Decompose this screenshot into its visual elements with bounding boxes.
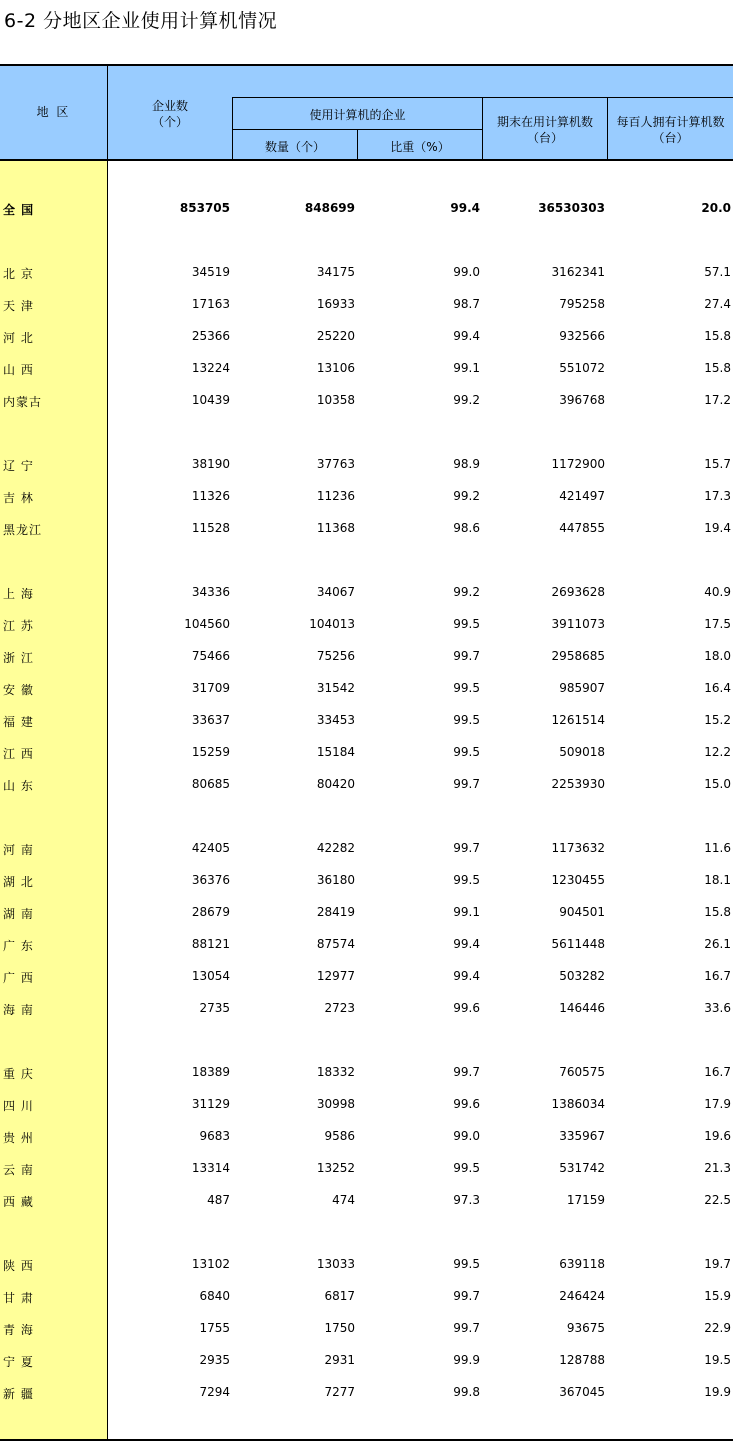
header-per-hundred: 每百人拥有计算机数 [616,115,725,129]
table-row [0,1249,733,1281]
header-using-group: 使用计算机的企业 [309,108,406,122]
table-row [0,1185,733,1217]
region-name: 湖 北 [3,875,34,889]
per-hundred-value: 16.7 [704,969,731,983]
per-hundred-value: 17.5 [704,617,731,631]
header-per-hundred-unit: （台） [652,131,689,145]
ratio-value: 99.0 [453,1129,480,1143]
per-hundred-value: 17.9 [704,1097,731,1111]
enterprises-value: 42405 [191,841,230,855]
count-value: 18332 [316,1065,355,1079]
computers-value: 985907 [559,681,605,695]
enterprises-value: 17163 [191,297,230,311]
region-name: 新 疆 [3,1387,34,1401]
region-name: 福 建 [3,715,34,729]
enterprises-value: 13054 [191,969,230,983]
per-hundred-value: 22.9 [704,1321,731,1335]
ratio-value: 99.5 [453,745,480,759]
enterprises-value: 36376 [191,873,230,887]
table-row [0,1057,733,1089]
region-name: 青 海 [3,1323,34,1337]
count-value: 34067 [316,585,355,599]
computers-value: 396768 [559,393,605,407]
count-value: 13106 [316,361,355,375]
per-hundred-value: 33.6 [704,1001,731,1015]
count-value: 31542 [316,681,355,695]
count-value: 7277 [324,1385,355,1399]
table-row [0,961,733,993]
enterprises-value: 7294 [199,1385,230,1399]
ratio-value: 99.4 [453,969,480,983]
count-value: 16933 [316,297,355,311]
per-hundred-value: 26.1 [704,937,731,951]
computers-value: 246424 [559,1289,605,1303]
table-row [0,257,733,289]
computers-value: 932566 [559,329,605,343]
region-name: 全 国 [3,203,35,217]
count-value: 75256 [316,649,355,663]
count-value: 87574 [316,937,355,951]
count-value: 15184 [316,745,355,759]
per-hundred-value: 19.7 [704,1257,731,1271]
computers-value: 531742 [559,1161,605,1175]
computers-value: 1172900 [551,457,605,471]
enterprises-value: 10439 [191,393,230,407]
enterprises-value: 25366 [191,329,230,343]
computers-value: 421497 [559,489,605,503]
per-hundred-value: 15.2 [704,713,731,727]
header-sep-enterprises [232,97,233,161]
computers-value: 760575 [559,1065,605,1079]
per-hundred-value: 15.8 [704,361,731,375]
per-hundred-value: 15.8 [704,329,731,343]
header-region: 地 区 [36,105,71,119]
region-name: 陕 西 [3,1259,34,1273]
ratio-value: 99.1 [453,905,480,919]
ratio-value: 99.7 [453,841,480,855]
count-value: 2723 [324,1001,355,1015]
ratio-value: 99.1 [453,361,480,375]
count-value: 30998 [316,1097,355,1111]
ratio-value: 99.4 [453,937,480,951]
table-row [0,609,733,641]
enterprises-value: 80685 [191,777,230,791]
enterprises-value: 34336 [191,585,230,599]
ratio-value: 97.3 [453,1193,480,1207]
ratio-value: 99.9 [453,1353,480,1367]
region-name: 黑龙江 [3,523,43,537]
per-hundred-value: 15.8 [704,905,731,919]
region-name: 云 南 [3,1163,34,1177]
region-name: 宁 夏 [3,1355,34,1369]
table-row [0,321,733,353]
ratio-value: 99.5 [453,1257,480,1271]
computers-value: 128788 [559,1353,605,1367]
total-row [0,193,733,225]
per-hundred-value: 15.0 [704,777,731,791]
ratio-value: 99.6 [453,1001,480,1015]
per-hundred-value: 57.1 [704,265,731,279]
table-row [0,705,733,737]
ratio-value: 98.6 [453,521,480,535]
per-hundred-value: 19.4 [704,521,731,535]
enterprises-value: 487 [207,1193,230,1207]
ratio-value: 99.4 [453,329,480,343]
table-row [0,865,733,897]
table-row [0,993,733,1025]
count-value: 36180 [316,873,355,887]
table-row [0,1377,733,1409]
enterprises-value: 31129 [191,1097,230,1111]
computers-value: 2253930 [551,777,605,791]
computers-value: 5611448 [551,937,605,951]
enterprises-value: 6840 [199,1289,230,1303]
enterprises-value: 1755 [199,1321,230,1335]
region-name: 广 东 [3,939,34,953]
region-name: 湖 南 [3,907,34,921]
region-name: 内蒙古 [3,395,43,409]
enterprises-value: 9683 [199,1129,230,1143]
header-count: 数量（个） [264,140,325,154]
region-name: 上 海 [3,587,34,601]
region-name: 河 北 [3,331,34,345]
count-value: 33453 [316,713,355,727]
count-value: 80420 [316,777,355,791]
enterprises-value: 75466 [191,649,230,663]
enterprises-value: 31709 [191,681,230,695]
header-sep-ratio [482,97,483,161]
enterprises-value: 104560 [184,617,230,631]
region-name: 四 川 [3,1099,34,1113]
per-hundred-value: 15.9 [704,1289,731,1303]
count-value: 848699 [304,201,355,215]
per-hundred-value: 22.5 [704,1193,731,1207]
computers-value: 509018 [559,745,605,759]
page-title: 6-2 分地区企业使用计算机情况 [4,10,278,32]
per-hundred-value: 20.0 [701,201,731,215]
count-value: 34175 [316,265,355,279]
computers-value: 447855 [559,521,605,535]
ratio-value: 98.7 [453,297,480,311]
ratio-value: 99.5 [453,617,480,631]
ratio-value: 99.7 [453,649,480,663]
enterprises-value: 18389 [191,1065,230,1079]
count-value: 2931 [324,1353,355,1367]
ratio-value: 99.0 [453,265,480,279]
computers-value: 335967 [559,1129,605,1143]
count-value: 9586 [324,1129,355,1143]
count-value: 28419 [316,905,355,919]
computers-value: 795258 [559,297,605,311]
computers-value: 1386034 [551,1097,605,1111]
table-row [0,641,733,673]
per-hundred-value: 21.3 [704,1161,731,1175]
header-enterprises-unit: （个） [151,115,188,129]
per-hundred-value: 19.9 [704,1385,731,1399]
count-value: 11236 [316,489,355,503]
enterprises-value: 34519 [191,265,230,279]
per-hundred-value: 15.7 [704,457,731,471]
ratio-value: 99.5 [453,1161,480,1175]
computers-value: 2958685 [551,649,605,663]
table-row [0,897,733,929]
table-row [0,577,733,609]
computers-value: 146446 [559,1001,605,1015]
per-hundred-value: 17.2 [704,393,731,407]
enterprises-value: 11326 [191,489,230,503]
table-row [0,481,733,513]
header-enterprises: 企业数 [151,99,188,113]
per-hundred-value: 11.6 [704,841,731,855]
count-value: 42282 [316,841,355,855]
count-value: 1750 [324,1321,355,1335]
computers-value: 1173632 [551,841,605,855]
count-value: 11368 [316,521,355,535]
region-name: 山 东 [3,779,34,793]
ratio-value: 99.5 [453,681,480,695]
ratio-value: 99.2 [453,585,480,599]
per-hundred-value: 40.9 [704,585,731,599]
table-row [0,1345,733,1377]
table-row [0,1281,733,1313]
region-name: 江 西 [3,747,34,761]
computers-value: 3162341 [551,265,605,279]
computers-value: 639118 [559,1257,605,1271]
data-table [0,64,733,1441]
ratio-value: 99.2 [453,393,480,407]
enterprises-value: 28679 [191,905,230,919]
count-value: 474 [332,1193,355,1207]
region-name: 广 西 [3,971,34,985]
region-name: 河 南 [3,843,34,857]
header-sep-computers [607,97,608,161]
ratio-value: 99.5 [453,873,480,887]
ratio-value: 99.8 [453,1385,480,1399]
enterprises-value: 2935 [199,1353,230,1367]
region-name: 安 徽 [3,683,34,697]
table-row [0,929,733,961]
table-row [0,1153,733,1185]
computers-value: 2693628 [551,585,605,599]
table-row [0,449,733,481]
computers-value: 367045 [559,1385,605,1399]
computers-value: 1261514 [551,713,605,727]
enterprises-value: 38190 [191,457,230,471]
region-name: 吉 林 [3,491,34,505]
region-name: 甘 肃 [3,1291,34,1305]
table-row [0,1089,733,1121]
region-name: 山 西 [3,363,34,377]
per-hundred-value: 12.2 [704,745,731,759]
region-name: 贵 州 [3,1131,34,1145]
table-row [0,737,733,769]
table-row [0,1313,733,1345]
region-name: 重 庆 [3,1067,34,1081]
ratio-value: 99.6 [453,1097,480,1111]
ratio-value: 99.5 [453,713,480,727]
computers-value: 93675 [566,1321,605,1335]
per-hundred-value: 16.4 [704,681,731,695]
table-row [0,289,733,321]
ratio-value: 99.7 [453,777,480,791]
region-name: 北 京 [3,267,34,281]
region-name: 江 苏 [3,619,34,633]
table-header [0,64,733,161]
enterprises-value: 13224 [191,361,230,375]
table-row [0,769,733,801]
computers-value: 904501 [559,905,605,919]
per-hundred-value: 18.0 [704,649,731,663]
enterprises-value: 88121 [191,937,230,951]
computers-value: 1230455 [551,873,605,887]
enterprises-value: 2735 [199,1001,230,1015]
count-value: 12977 [316,969,355,983]
count-value: 25220 [316,329,355,343]
header-ratio: 比重（%） [390,140,450,154]
ratio-value: 99.7 [453,1289,480,1303]
region-name: 海 南 [3,1003,34,1017]
ratio-value: 99.7 [453,1321,480,1335]
per-hundred-value: 17.3 [704,489,731,503]
table-row [0,673,733,705]
region-name: 天 津 [3,299,34,313]
per-hundred-value: 18.1 [704,873,731,887]
count-value: 6817 [324,1289,355,1303]
count-value: 13033 [316,1257,355,1271]
computers-value: 551072 [559,361,605,375]
per-hundred-value: 27.4 [704,297,731,311]
per-hundred-value: 19.6 [704,1129,731,1143]
table-row [0,1121,733,1153]
table-row [0,385,733,417]
computers-value: 3911073 [551,617,605,631]
table-row [0,353,733,385]
enterprises-value: 853705 [179,201,230,215]
ratio-value: 99.7 [453,1065,480,1079]
ratio-value: 98.9 [453,457,480,471]
header-computers: 期末在用计算机数 [496,115,593,129]
ratio-value: 99.2 [453,489,480,503]
computers-value: 36530303 [538,201,605,215]
enterprises-value: 13102 [191,1257,230,1271]
region-name: 浙 江 [3,651,34,665]
count-value: 104013 [309,617,355,631]
count-value: 10358 [316,393,355,407]
table-row [0,833,733,865]
header-computers-unit: （台） [526,131,563,145]
region-name: 辽 宁 [3,459,34,473]
table-row [0,513,733,545]
header-sep-count-ratio [357,129,358,161]
per-hundred-value: 19.5 [704,1353,731,1367]
computers-value: 503282 [559,969,605,983]
enterprises-value: 11528 [191,521,230,535]
enterprises-value: 33637 [191,713,230,727]
enterprises-value: 13314 [191,1161,230,1175]
region-name: 西 藏 [3,1195,34,1209]
ratio-value: 99.4 [450,201,480,215]
computers-value: 17159 [566,1193,605,1207]
count-value: 37763 [316,457,355,471]
count-value: 13252 [316,1161,355,1175]
enterprises-value: 15259 [191,745,230,759]
per-hundred-value: 16.7 [704,1065,731,1079]
